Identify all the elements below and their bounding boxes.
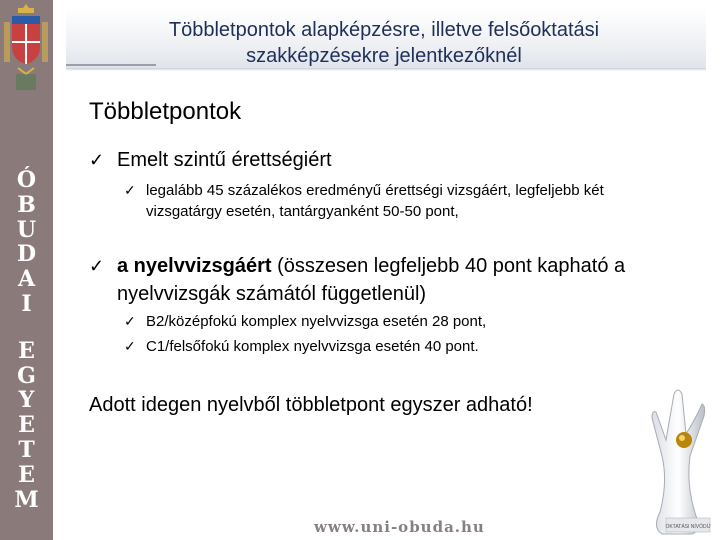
check-icon: ✓ xyxy=(124,313,136,329)
sidebar-letter: U xyxy=(16,216,37,243)
sub-bullet-line: legalább 45 százalékos eredményű érettségi vizsgáért, legfeljebb két xyxy=(146,182,604,199)
page-title-line2: szakképzésekre jelentkezőknél xyxy=(246,45,522,67)
page-title xyxy=(74,17,694,69)
sidebar-brand-bar xyxy=(0,0,53,540)
bullet-language-exam xyxy=(89,252,699,308)
check-icon: ✓ xyxy=(89,150,105,170)
sidebar-letter: M xyxy=(14,486,39,513)
sidebar-letter: G xyxy=(17,362,36,389)
award-caption: OKTATÁSI NÍVÓDÍJ xyxy=(665,524,711,530)
sidebar-letter: Y xyxy=(18,387,35,414)
sidebar-letter: E xyxy=(18,412,35,439)
sub-bullet-b2 xyxy=(124,311,699,332)
sidebar-letter: D xyxy=(16,241,37,268)
sidebar-letter: Ó xyxy=(16,167,37,193)
bullet-bold-text: a nyelvvizsgáért xyxy=(117,255,272,277)
check-icon: ✓ xyxy=(124,182,136,198)
bullet-line xyxy=(89,252,699,280)
check-icon: ✓ xyxy=(124,338,136,354)
sidebar-letter: B xyxy=(17,191,36,218)
sub-bullet-exam-points xyxy=(124,180,699,222)
university-crest-icon xyxy=(2,2,50,94)
sidebar-university-name xyxy=(0,168,53,512)
sidebar-letter: E xyxy=(18,461,35,488)
closing-statement: Adott idegen nyelvből többletpont egyszer adható! xyxy=(89,394,533,416)
website-url: www.uni-obuda.hu xyxy=(314,518,485,536)
section-title: Többletpontok xyxy=(89,98,242,125)
bullet-advanced-exam xyxy=(89,146,699,174)
sub-bullet-c1 xyxy=(124,336,699,357)
sub-bullet-line: C1/felsőfokú komplex nyelvvizsga esetén 40 pont. xyxy=(146,338,479,355)
bullet-text: Emelt szintű érettségiért xyxy=(117,149,332,171)
bullet-line: nyelvvizsgák számától függetlenül) xyxy=(117,283,427,305)
sidebar-letter: A xyxy=(17,266,36,293)
sidebar-letter: T xyxy=(18,436,35,463)
sub-bullet-line: B2/középfokú komplex nyelvvizsga esetén 28 pont, xyxy=(146,313,487,330)
award-statue-icon xyxy=(640,382,720,540)
bullet-text: (összesen legfeljebb 40 pont kapható a xyxy=(271,255,626,277)
sidebar-letter: E xyxy=(18,337,35,364)
sidebar-letter: I xyxy=(21,290,32,317)
sub-bullet-line: vizsgatárgy esetén, tantárgyanként 50-50 pont, xyxy=(146,203,459,220)
page-title-line1: Többletpontok alapképzésre, illetve felsőoktatási xyxy=(168,19,600,41)
check-icon: ✓ xyxy=(89,256,105,276)
